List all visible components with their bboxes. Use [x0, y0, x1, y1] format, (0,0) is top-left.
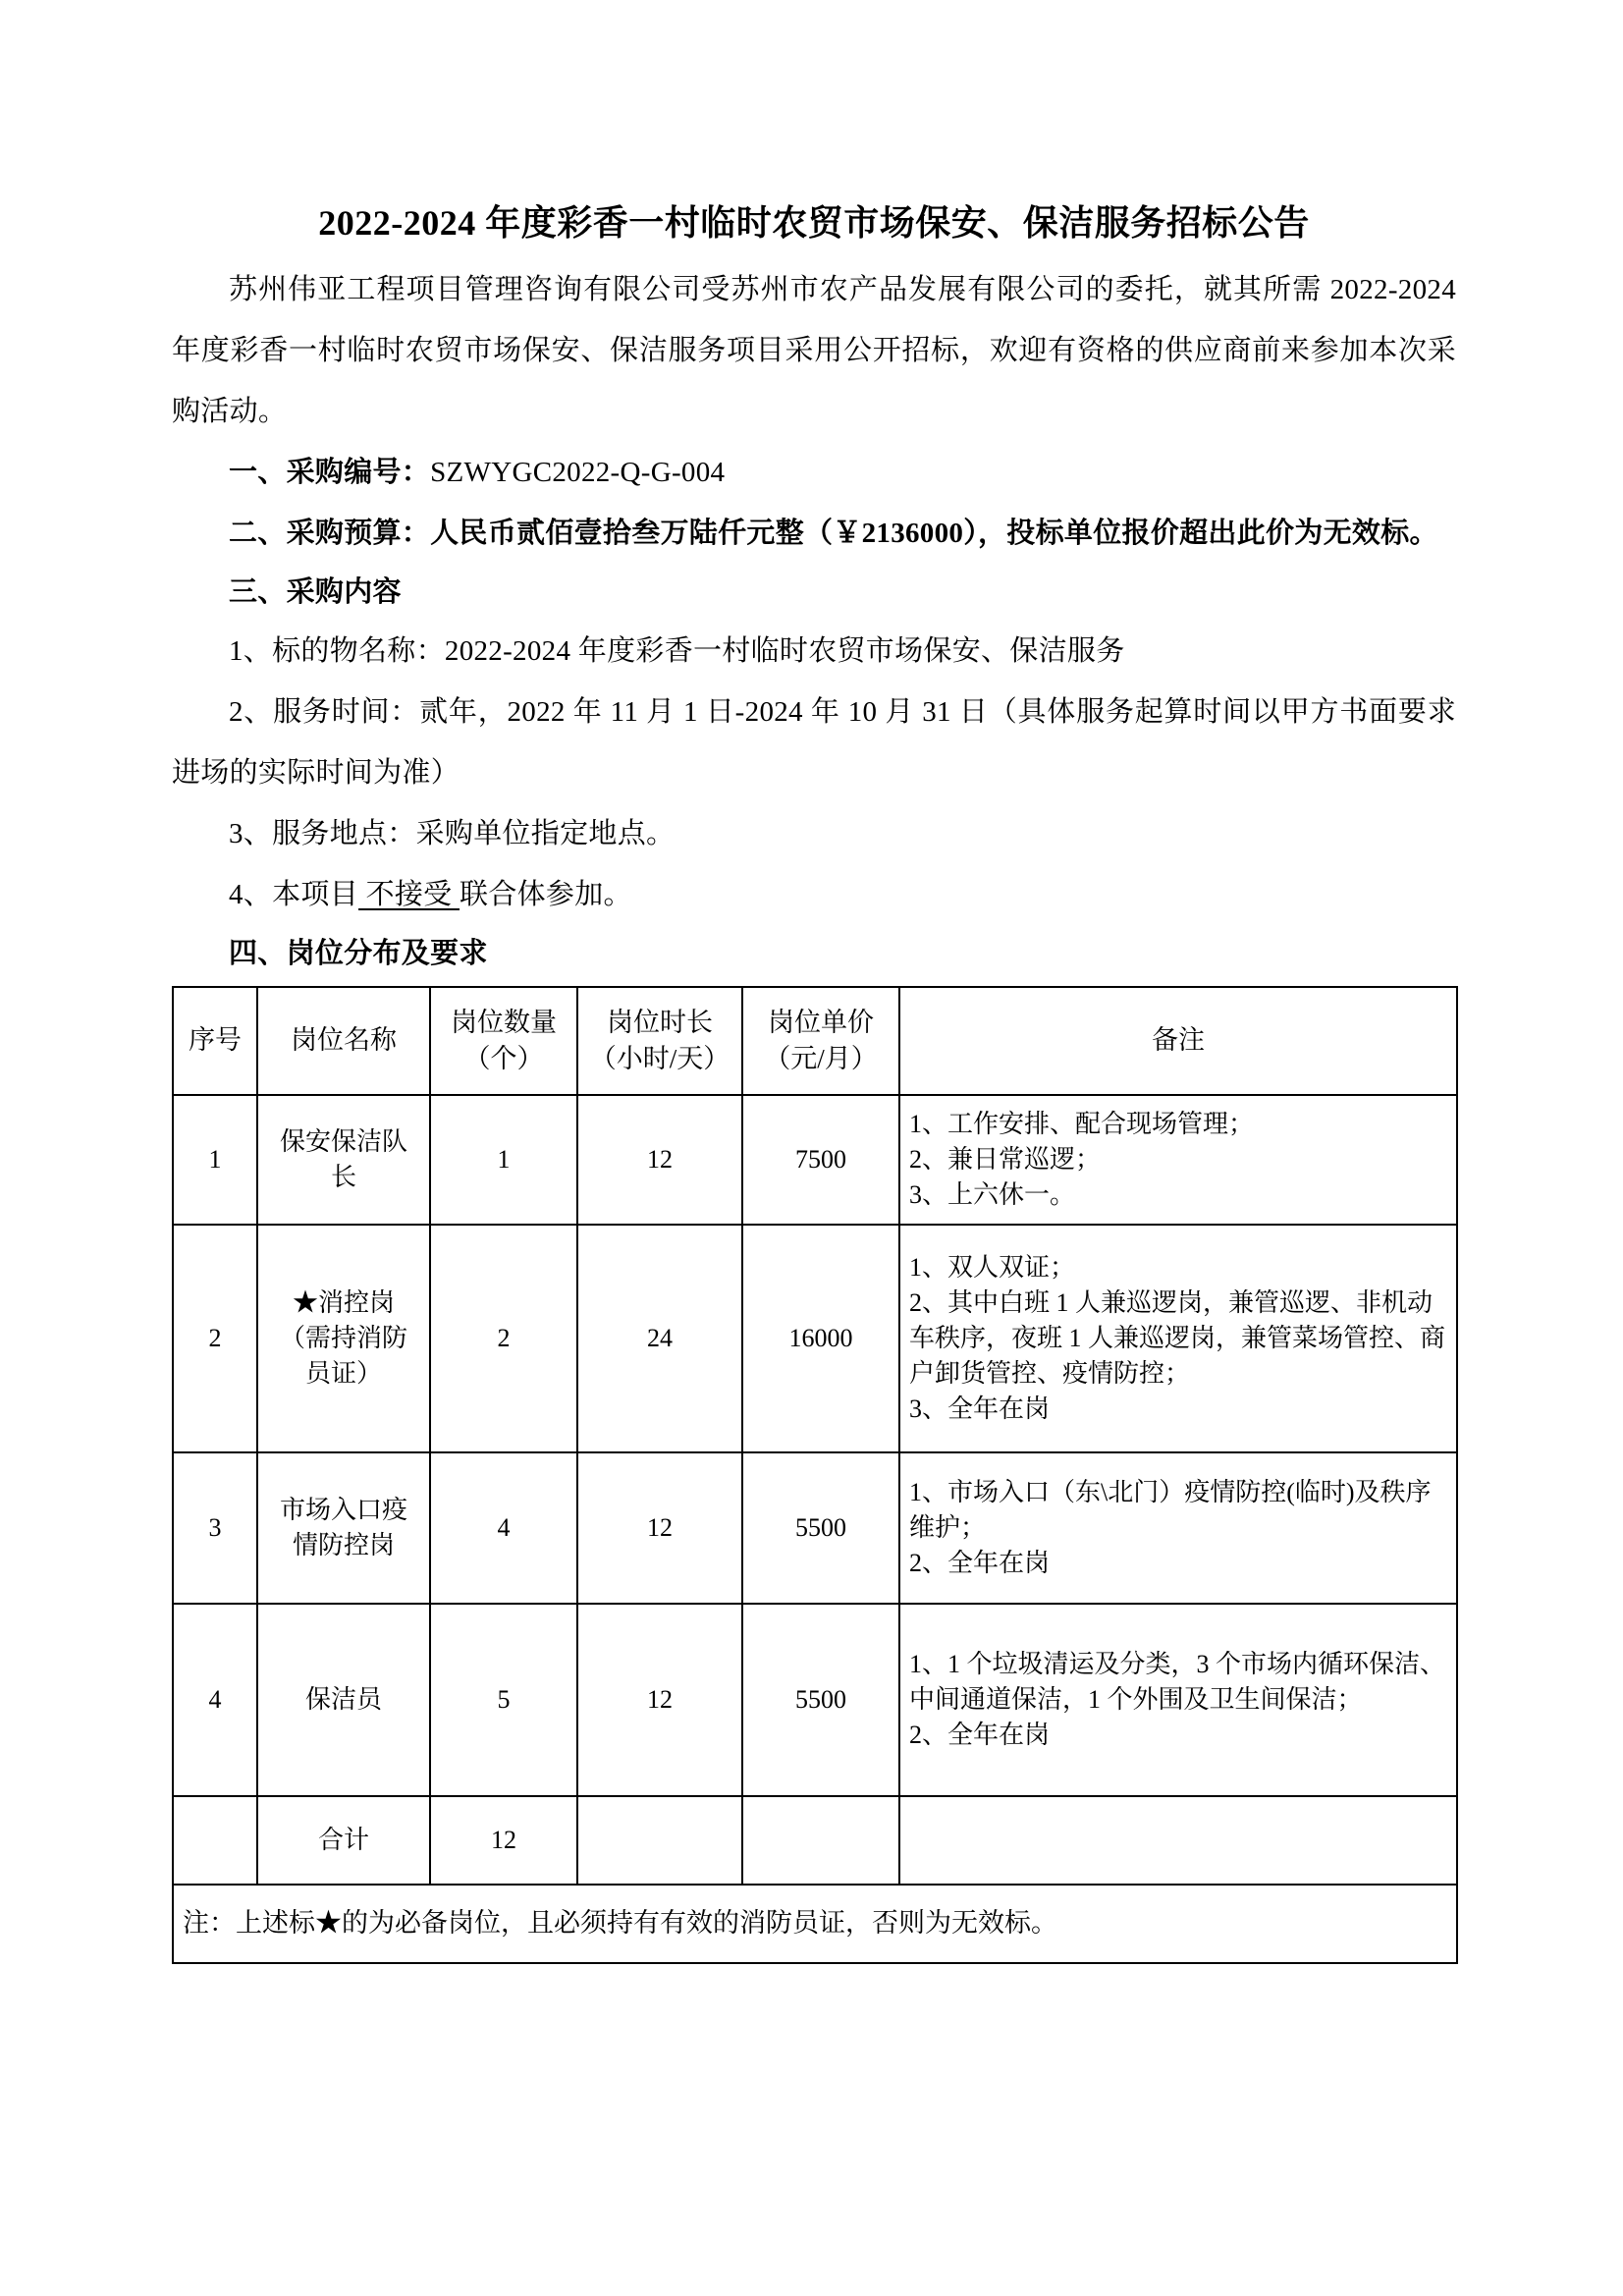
header-job-hours-line1: 岗位时长: [607, 1007, 713, 1037]
section-three-heading: 三、采购内容: [229, 576, 402, 608]
section-two: [172, 503, 1456, 564]
job-name-line: 长: [330, 1163, 356, 1191]
row-job-name: [257, 1604, 430, 1796]
table-total-row: [173, 1796, 1457, 1885]
row-remark: [899, 1604, 1457, 1796]
remark-line: 2、其中白班 1 人兼巡逻岗，兼管巡逻、非机动车秩序，夜班 1 人兼巡逻岗，兼管菜场管控、商户卸货管控、疫情防控；: [909, 1288, 1446, 1388]
section-one-label: 一、采购编号：: [229, 457, 431, 488]
row-remark: [899, 1452, 1457, 1604]
row-job-count: 5: [430, 1604, 577, 1796]
row-job-count: 4: [430, 1452, 577, 1604]
header-job-price-line1: 岗位单价: [768, 1007, 874, 1037]
header-job-hours: [577, 987, 742, 1095]
total-count: 12: [430, 1796, 577, 1885]
row-index: 2: [173, 1225, 257, 1452]
job-name-line: 员证）: [304, 1358, 382, 1388]
remark-line: 3、上六休一。: [909, 1179, 1076, 1209]
job-distribution-table: [172, 986, 1458, 1964]
row-index: 4: [173, 1604, 257, 1796]
row-job-price: 5500: [742, 1452, 899, 1604]
row-job-name: [257, 1452, 430, 1604]
job-name-line: （需持消防: [279, 1324, 407, 1353]
table-note-row: [173, 1885, 1457, 1963]
job-name-line: ★消控岗: [292, 1288, 395, 1318]
total-hours: [577, 1796, 742, 1885]
section-two-label: 二、采购预算：: [229, 518, 431, 549]
table-row: [173, 1604, 1457, 1796]
header-index-line1: 序号: [189, 1025, 242, 1056]
row-job-price: 16000: [742, 1225, 899, 1452]
row-job-name: [257, 1225, 430, 1452]
section-three-item-3: 3、服务地点：采购单位指定地点。: [229, 818, 676, 849]
job-name-line: 市场入口疫: [279, 1496, 407, 1525]
header-job-hours-line2: （小时/天）: [589, 1044, 730, 1073]
header-remark-line1: 备注: [1152, 1025, 1205, 1056]
row-remark: [899, 1225, 1457, 1452]
table-note: 注：上述标★的为必备岗位，且必须持有有效的消防员证，否则为无效标。: [173, 1885, 1457, 1963]
remark-line: 1、市场入口（东\北门）疫情防控(临时)及秩序维护；: [909, 1478, 1432, 1543]
total-price: [742, 1796, 899, 1885]
remark-line: 2、全年在岗: [909, 1720, 1051, 1749]
job-table-container: [172, 986, 1456, 1964]
row-job-hours: 24: [577, 1225, 742, 1452]
job-name-line: 情防控岗: [292, 1531, 395, 1559]
intro-paragraph: 苏州伟亚工程项目管理咨询有限公司受苏州市农产品发展有限公司的委托，就其所需 2022-2024 年度彩香一村临时农贸市场保安、保洁服务项目采用公开招标，欢迎有资格的供应商前来参加本次采购活动。: [172, 274, 1456, 427]
row-job-hours: 12: [577, 1452, 742, 1604]
total-index: [173, 1796, 257, 1885]
section-three-item-1: 1、标的物名称：2022-2024 年度彩香一村临时农贸市场保安、保洁服务: [229, 635, 1125, 667]
table-row: [173, 1452, 1457, 1604]
remark-line: 1、双人双证；: [909, 1253, 1076, 1283]
header-job-name-line1: 岗位名称: [291, 1025, 397, 1056]
section-one-value: SZWYGC2022-Q-G-004: [430, 457, 726, 488]
total-label: 合计: [257, 1796, 430, 1885]
section-three-item-2: 2、服务时间：贰年，2022 年 11 月 1 日-2024 年 10 月 31 日（具体服务起算时间以甲方书面要求进场的实际时间为准）: [172, 696, 1456, 789]
table-row: [173, 1095, 1457, 1225]
table-header-row: [173, 987, 1457, 1095]
row-remark: [899, 1095, 1457, 1225]
table-row: [173, 1225, 1457, 1452]
job-name-line: 保洁员: [304, 1685, 382, 1715]
header-job-name: [257, 987, 430, 1095]
item-4-suffix: 联合体参加。: [460, 879, 632, 910]
page-title: 2022-2024 年度彩香一村临时农贸市场保安、保洁服务招标公告: [318, 203, 1310, 243]
row-job-name: [257, 1095, 430, 1225]
row-index: 3: [173, 1452, 257, 1604]
header-job-price-line2: （元/月）: [764, 1044, 878, 1073]
remark-line: 1、1 个垃圾清运及分类，3 个市场内循环保洁、中间通道保洁，1 个外围及卫生间保洁；: [909, 1650, 1446, 1715]
row-job-count: 1: [430, 1095, 577, 1225]
section-two-value: 人民币贰佰壹拾叁万陆仟元整（￥2136000），投标单位报价超出此价为无效标。: [430, 518, 1438, 549]
row-index: 1: [173, 1095, 257, 1225]
remark-line: 3、全年在岗: [909, 1394, 1051, 1423]
row-job-price: 7500: [742, 1095, 899, 1225]
header-job-count-line1: 岗位数量: [451, 1007, 557, 1037]
header-job-count: [430, 987, 577, 1095]
row-job-count: 2: [430, 1225, 577, 1452]
section-four-heading: 四、岗位分布及要求: [229, 938, 488, 969]
header-job-price: [742, 987, 899, 1095]
row-job-hours: 12: [577, 1095, 742, 1225]
header-remark: [899, 987, 1457, 1095]
remark-line: 2、全年在岗: [909, 1548, 1051, 1577]
remark-line: 1、工作安排、配合现场管理；: [909, 1110, 1255, 1139]
total-remark: [899, 1796, 1457, 1885]
header-job-count-line2: （个）: [463, 1044, 544, 1073]
section-one: [172, 442, 1456, 503]
section-three-item-4: [172, 864, 1456, 925]
item-4-prefix: 4、本项目: [229, 879, 359, 910]
header-index: [173, 987, 257, 1095]
remark-line: 2、兼日常巡逻；: [909, 1145, 1102, 1175]
row-job-hours: 12: [577, 1604, 742, 1796]
row-job-price: 5500: [742, 1604, 899, 1796]
job-name-line: 保安保洁队: [279, 1127, 407, 1157]
item-4-underlined-text: 不接受: [358, 879, 460, 910]
